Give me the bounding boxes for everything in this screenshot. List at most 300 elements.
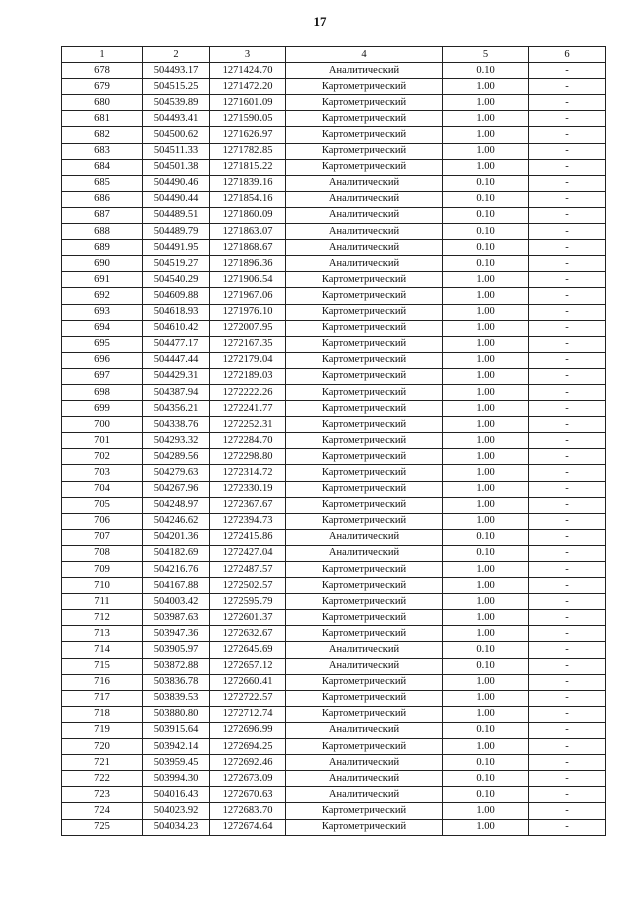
table-row [62, 545, 606, 561]
y-coordinate-cell: 1272241.77 [210, 401, 286, 417]
point-number-cell: 708 [62, 545, 143, 561]
note-cell: - [529, 449, 606, 465]
accuracy-cell: 1.00 [443, 127, 529, 143]
method-cell: Картометрический [286, 690, 443, 706]
note-cell: - [529, 771, 606, 787]
note-cell: - [529, 127, 606, 143]
x-coordinate-cell: 504489.51 [143, 207, 210, 223]
x-coordinate-cell: 504540.29 [143, 272, 210, 288]
note-cell: - [529, 368, 606, 384]
note-cell: - [529, 481, 606, 497]
point-number-cell: 681 [62, 111, 143, 127]
note-cell: - [529, 159, 606, 175]
table-row [62, 610, 606, 626]
column-header: 5 [443, 47, 529, 63]
y-coordinate-cell: 1272330.19 [210, 481, 286, 497]
note-cell: - [529, 803, 606, 819]
accuracy-cell: 1.00 [443, 803, 529, 819]
point-number-cell: 693 [62, 304, 143, 320]
note-cell: - [529, 739, 606, 755]
note-cell: - [529, 722, 606, 738]
point-number-cell: 725 [62, 819, 143, 835]
method-cell: Картометрический [286, 803, 443, 819]
point-number-cell: 687 [62, 207, 143, 223]
x-coordinate-cell: 504246.62 [143, 513, 210, 529]
table-row [62, 722, 606, 738]
table-row [62, 578, 606, 594]
y-coordinate-cell: 1272284.70 [210, 433, 286, 449]
point-number-cell: 720 [62, 739, 143, 755]
accuracy-cell: 1.00 [443, 578, 529, 594]
y-coordinate-cell: 1272712.74 [210, 706, 286, 722]
method-cell: Аналитический [286, 240, 443, 256]
accuracy-cell: 0.10 [443, 787, 529, 803]
accuracy-cell: 0.10 [443, 545, 529, 561]
method-cell: Картометрический [286, 143, 443, 159]
x-coordinate-cell: 504489.79 [143, 224, 210, 240]
note-cell: - [529, 352, 606, 368]
accuracy-cell: 1.00 [443, 417, 529, 433]
x-coordinate-cell: 504539.89 [143, 95, 210, 111]
note-cell: - [529, 626, 606, 642]
point-number-cell: 723 [62, 787, 143, 803]
x-coordinate-cell: 504515.25 [143, 79, 210, 95]
point-number-cell: 690 [62, 256, 143, 272]
table-row [62, 175, 606, 191]
method-cell: Картометрический [286, 304, 443, 320]
table-row [62, 336, 606, 352]
method-cell: Картометрический [286, 384, 443, 400]
method-cell: Аналитический [286, 63, 443, 79]
method-cell: Картометрический [286, 465, 443, 481]
table-row [62, 739, 606, 755]
column-header: 3 [210, 47, 286, 63]
point-number-cell: 696 [62, 352, 143, 368]
note-cell: - [529, 304, 606, 320]
note-cell: - [529, 95, 606, 111]
table-row [62, 433, 606, 449]
y-coordinate-cell: 1272367.67 [210, 497, 286, 513]
x-coordinate-cell: 503994.30 [143, 771, 210, 787]
y-coordinate-cell: 1272683.70 [210, 803, 286, 819]
y-coordinate-cell: 1271863.07 [210, 224, 286, 240]
note-cell: - [529, 690, 606, 706]
table-row [62, 401, 606, 417]
method-cell: Аналитический [286, 642, 443, 658]
x-coordinate-cell: 504387.94 [143, 384, 210, 400]
note-cell: - [529, 545, 606, 561]
y-coordinate-cell: 1271472.20 [210, 79, 286, 95]
point-number-cell: 698 [62, 384, 143, 400]
table-row [62, 819, 606, 835]
page-number: 17 [313, 14, 327, 29]
y-coordinate-cell: 1271626.97 [210, 127, 286, 143]
x-coordinate-cell: 504034.23 [143, 819, 210, 835]
note-cell: - [529, 674, 606, 690]
accuracy-cell: 0.10 [443, 642, 529, 658]
y-coordinate-cell: 1272674.64 [210, 819, 286, 835]
x-coordinate-cell: 503915.64 [143, 722, 210, 738]
x-coordinate-cell: 504279.63 [143, 465, 210, 481]
table-row [62, 272, 606, 288]
accuracy-cell: 1.00 [443, 674, 529, 690]
y-coordinate-cell: 1272660.41 [210, 674, 286, 690]
accuracy-cell: 0.10 [443, 207, 529, 223]
note-cell: - [529, 819, 606, 835]
y-coordinate-cell: 1271906.54 [210, 272, 286, 288]
point-number-cell: 709 [62, 562, 143, 578]
method-cell: Картометрический [286, 288, 443, 304]
note-cell: - [529, 417, 606, 433]
note-cell: - [529, 63, 606, 79]
column-header: 4 [286, 47, 443, 63]
point-number-cell: 703 [62, 465, 143, 481]
column-header: 1 [62, 47, 143, 63]
note-cell: - [529, 143, 606, 159]
note-cell: - [529, 562, 606, 578]
point-number-cell: 705 [62, 497, 143, 513]
x-coordinate-cell: 504248.97 [143, 497, 210, 513]
x-coordinate-cell: 503942.14 [143, 739, 210, 755]
method-cell: Картометрический [286, 481, 443, 497]
y-coordinate-cell: 1272694.25 [210, 739, 286, 755]
y-coordinate-cell: 1272595.79 [210, 594, 286, 610]
method-cell: Картометрический [286, 320, 443, 336]
note-cell: - [529, 465, 606, 481]
accuracy-cell: 0.10 [443, 771, 529, 787]
point-number-cell: 684 [62, 159, 143, 175]
method-cell: Картометрический [286, 674, 443, 690]
method-cell: Картометрический [286, 401, 443, 417]
x-coordinate-cell: 504610.42 [143, 320, 210, 336]
note-cell: - [529, 706, 606, 722]
y-coordinate-cell: 1272722.57 [210, 690, 286, 706]
table-row [62, 674, 606, 690]
accuracy-cell: 1.00 [443, 352, 529, 368]
note-cell: - [529, 642, 606, 658]
x-coordinate-cell: 504490.44 [143, 191, 210, 207]
table-row [62, 771, 606, 787]
table-row [62, 79, 606, 95]
y-coordinate-cell: 1272657.12 [210, 658, 286, 674]
method-cell: Аналитический [286, 722, 443, 738]
accuracy-cell: 1.00 [443, 272, 529, 288]
accuracy-cell: 1.00 [443, 562, 529, 578]
note-cell: - [529, 384, 606, 400]
table-row [62, 368, 606, 384]
table-row [62, 706, 606, 722]
table-row [62, 352, 606, 368]
accuracy-cell: 1.00 [443, 368, 529, 384]
accuracy-cell: 0.10 [443, 224, 529, 240]
point-number-cell: 695 [62, 336, 143, 352]
note-cell: - [529, 610, 606, 626]
x-coordinate-cell: 504493.41 [143, 111, 210, 127]
table-row [62, 63, 606, 79]
accuracy-cell: 1.00 [443, 594, 529, 610]
table-row [62, 626, 606, 642]
table-row [62, 417, 606, 433]
x-coordinate-cell: 503872.88 [143, 658, 210, 674]
table-row [62, 159, 606, 175]
point-number-cell: 692 [62, 288, 143, 304]
point-number-cell: 722 [62, 771, 143, 787]
point-number-cell: 680 [62, 95, 143, 111]
y-coordinate-cell: 1271590.05 [210, 111, 286, 127]
method-cell: Аналитический [286, 256, 443, 272]
method-cell: Аналитический [286, 545, 443, 561]
point-number-cell: 718 [62, 706, 143, 722]
method-cell: Картометрический [286, 610, 443, 626]
x-coordinate-cell: 504500.62 [143, 127, 210, 143]
table-row [62, 513, 606, 529]
point-number-cell: 689 [62, 240, 143, 256]
y-coordinate-cell: 1271601.09 [210, 95, 286, 111]
note-cell: - [529, 529, 606, 545]
y-coordinate-cell: 1272645.69 [210, 642, 286, 658]
point-number-cell: 697 [62, 368, 143, 384]
x-coordinate-cell: 504447.44 [143, 352, 210, 368]
note-cell: - [529, 79, 606, 95]
method-cell: Аналитический [286, 224, 443, 240]
method-cell: Картометрический [286, 368, 443, 384]
point-number-cell: 719 [62, 722, 143, 738]
table-row [62, 127, 606, 143]
table-row [62, 465, 606, 481]
x-coordinate-cell: 504016.43 [143, 787, 210, 803]
table-row [62, 304, 606, 320]
table-row [62, 594, 606, 610]
table-row [62, 207, 606, 223]
method-cell: Аналитический [286, 771, 443, 787]
x-coordinate-cell: 504356.21 [143, 401, 210, 417]
table-row [62, 384, 606, 400]
method-cell: Картометрический [286, 352, 443, 368]
point-number-cell: 679 [62, 79, 143, 95]
accuracy-cell: 1.00 [443, 481, 529, 497]
note-cell: - [529, 513, 606, 529]
point-number-cell: 707 [62, 529, 143, 545]
y-coordinate-cell: 1272427.04 [210, 545, 286, 561]
point-number-cell: 702 [62, 449, 143, 465]
accuracy-cell: 1.00 [443, 304, 529, 320]
note-cell: - [529, 288, 606, 304]
accuracy-cell: 1.00 [443, 690, 529, 706]
x-coordinate-cell: 503987.63 [143, 610, 210, 626]
method-cell: Аналитический [286, 755, 443, 771]
y-coordinate-cell: 1272007.95 [210, 320, 286, 336]
y-coordinate-cell: 1271854.16 [210, 191, 286, 207]
table-row [62, 143, 606, 159]
method-cell: Аналитический [286, 529, 443, 545]
x-coordinate-cell: 504216.76 [143, 562, 210, 578]
accuracy-cell: 0.10 [443, 755, 529, 771]
y-coordinate-cell: 1271967.06 [210, 288, 286, 304]
table-row [62, 690, 606, 706]
point-number-cell: 682 [62, 127, 143, 143]
table-row [62, 256, 606, 272]
x-coordinate-cell: 504519.27 [143, 256, 210, 272]
y-coordinate-cell: 1272632.67 [210, 626, 286, 642]
y-coordinate-cell: 1271424.70 [210, 63, 286, 79]
y-coordinate-cell: 1272394.73 [210, 513, 286, 529]
x-coordinate-cell: 503947.36 [143, 626, 210, 642]
x-coordinate-cell: 504501.38 [143, 159, 210, 175]
table-row [62, 240, 606, 256]
point-number-cell: 688 [62, 224, 143, 240]
table-body [62, 63, 606, 836]
table-row [62, 562, 606, 578]
point-number-cell: 683 [62, 143, 143, 159]
y-coordinate-cell: 1272314.72 [210, 465, 286, 481]
column-header: 2 [143, 47, 210, 63]
table-row [62, 191, 606, 207]
point-number-cell: 701 [62, 433, 143, 449]
table-row [62, 449, 606, 465]
method-cell: Картометрический [286, 127, 443, 143]
method-cell: Картометрический [286, 272, 443, 288]
note-cell: - [529, 658, 606, 674]
table-row [62, 288, 606, 304]
accuracy-cell: 1.00 [443, 513, 529, 529]
x-coordinate-cell: 504609.88 [143, 288, 210, 304]
accuracy-cell: 1.00 [443, 449, 529, 465]
accuracy-cell: 1.00 [443, 320, 529, 336]
table-row [62, 803, 606, 819]
method-cell: Картометрический [286, 417, 443, 433]
accuracy-cell: 0.10 [443, 175, 529, 191]
accuracy-cell: 1.00 [443, 626, 529, 642]
x-coordinate-cell: 503880.80 [143, 706, 210, 722]
method-cell: Картометрический [286, 111, 443, 127]
y-coordinate-cell: 1271896.36 [210, 256, 286, 272]
note-cell: - [529, 207, 606, 223]
x-coordinate-cell: 504477.17 [143, 336, 210, 352]
table-row [62, 787, 606, 803]
x-coordinate-cell: 504201.36 [143, 529, 210, 545]
x-coordinate-cell: 504490.46 [143, 175, 210, 191]
accuracy-cell: 1.00 [443, 739, 529, 755]
note-cell: - [529, 272, 606, 288]
coordinates-table [61, 46, 606, 836]
note-cell: - [529, 594, 606, 610]
accuracy-cell: 1.00 [443, 143, 529, 159]
table-row [62, 658, 606, 674]
method-cell: Картометрический [286, 739, 443, 755]
x-coordinate-cell: 504289.56 [143, 449, 210, 465]
note-cell: - [529, 497, 606, 513]
x-coordinate-cell: 504338.76 [143, 417, 210, 433]
point-number-cell: 691 [62, 272, 143, 288]
note-cell: - [529, 224, 606, 240]
method-cell: Аналитический [286, 175, 443, 191]
note-cell: - [529, 755, 606, 771]
x-coordinate-cell: 504493.17 [143, 63, 210, 79]
accuracy-cell: 0.10 [443, 658, 529, 674]
point-number-cell: 685 [62, 175, 143, 191]
y-coordinate-cell: 1272222.26 [210, 384, 286, 400]
point-number-cell: 686 [62, 191, 143, 207]
accuracy-cell: 1.00 [443, 497, 529, 513]
y-coordinate-cell: 1272670.63 [210, 787, 286, 803]
x-coordinate-cell: 504491.95 [143, 240, 210, 256]
accuracy-cell: 1.00 [443, 465, 529, 481]
y-coordinate-cell: 1272692.46 [210, 755, 286, 771]
table-row [62, 529, 606, 545]
method-cell: Аналитический [286, 658, 443, 674]
accuracy-cell: 0.10 [443, 529, 529, 545]
y-coordinate-cell: 1271860.09 [210, 207, 286, 223]
accuracy-cell: 0.10 [443, 256, 529, 272]
x-coordinate-cell: 503905.97 [143, 642, 210, 658]
y-coordinate-cell: 1272189.03 [210, 368, 286, 384]
y-coordinate-cell: 1272487.57 [210, 562, 286, 578]
point-number-cell: 678 [62, 63, 143, 79]
note-cell: - [529, 787, 606, 803]
accuracy-cell: 1.00 [443, 384, 529, 400]
point-number-cell: 714 [62, 642, 143, 658]
x-coordinate-cell: 504167.88 [143, 578, 210, 594]
method-cell: Картометрический [286, 562, 443, 578]
x-coordinate-cell: 503839.53 [143, 690, 210, 706]
point-number-cell: 713 [62, 626, 143, 642]
point-number-cell: 704 [62, 481, 143, 497]
accuracy-cell: 1.00 [443, 111, 529, 127]
note-cell: - [529, 256, 606, 272]
y-coordinate-cell: 1272167.35 [210, 336, 286, 352]
method-cell: Картометрический [286, 706, 443, 722]
accuracy-cell: 1.00 [443, 610, 529, 626]
point-number-cell: 717 [62, 690, 143, 706]
x-coordinate-cell: 504182.69 [143, 545, 210, 561]
point-number-cell: 711 [62, 594, 143, 610]
accuracy-cell: 1.00 [443, 288, 529, 304]
note-cell: - [529, 578, 606, 594]
method-cell: Аналитический [286, 191, 443, 207]
method-cell: Картометрический [286, 819, 443, 835]
accuracy-cell: 0.10 [443, 722, 529, 738]
note-cell: - [529, 191, 606, 207]
method-cell: Картометрический [286, 626, 443, 642]
table-row [62, 320, 606, 336]
accuracy-cell: 0.10 [443, 240, 529, 256]
note-cell: - [529, 401, 606, 417]
point-number-cell: 715 [62, 658, 143, 674]
table-row [62, 481, 606, 497]
method-cell: Картометрический [286, 497, 443, 513]
point-number-cell: 712 [62, 610, 143, 626]
note-cell: - [529, 240, 606, 256]
point-number-cell: 700 [62, 417, 143, 433]
method-cell: Картометрический [286, 449, 443, 465]
x-coordinate-cell: 503836.78 [143, 674, 210, 690]
y-coordinate-cell: 1272502.57 [210, 578, 286, 594]
method-cell: Картометрический [286, 433, 443, 449]
accuracy-cell: 1.00 [443, 706, 529, 722]
method-cell: Картометрический [286, 336, 443, 352]
accuracy-cell: 1.00 [443, 401, 529, 417]
y-coordinate-cell: 1272298.80 [210, 449, 286, 465]
method-cell: Аналитический [286, 207, 443, 223]
point-number-cell: 699 [62, 401, 143, 417]
y-coordinate-cell: 1272252.31 [210, 417, 286, 433]
note-cell: - [529, 336, 606, 352]
y-coordinate-cell: 1272601.37 [210, 610, 286, 626]
accuracy-cell: 1.00 [443, 336, 529, 352]
note-cell: - [529, 433, 606, 449]
accuracy-cell: 1.00 [443, 159, 529, 175]
y-coordinate-cell: 1272696.99 [210, 722, 286, 738]
